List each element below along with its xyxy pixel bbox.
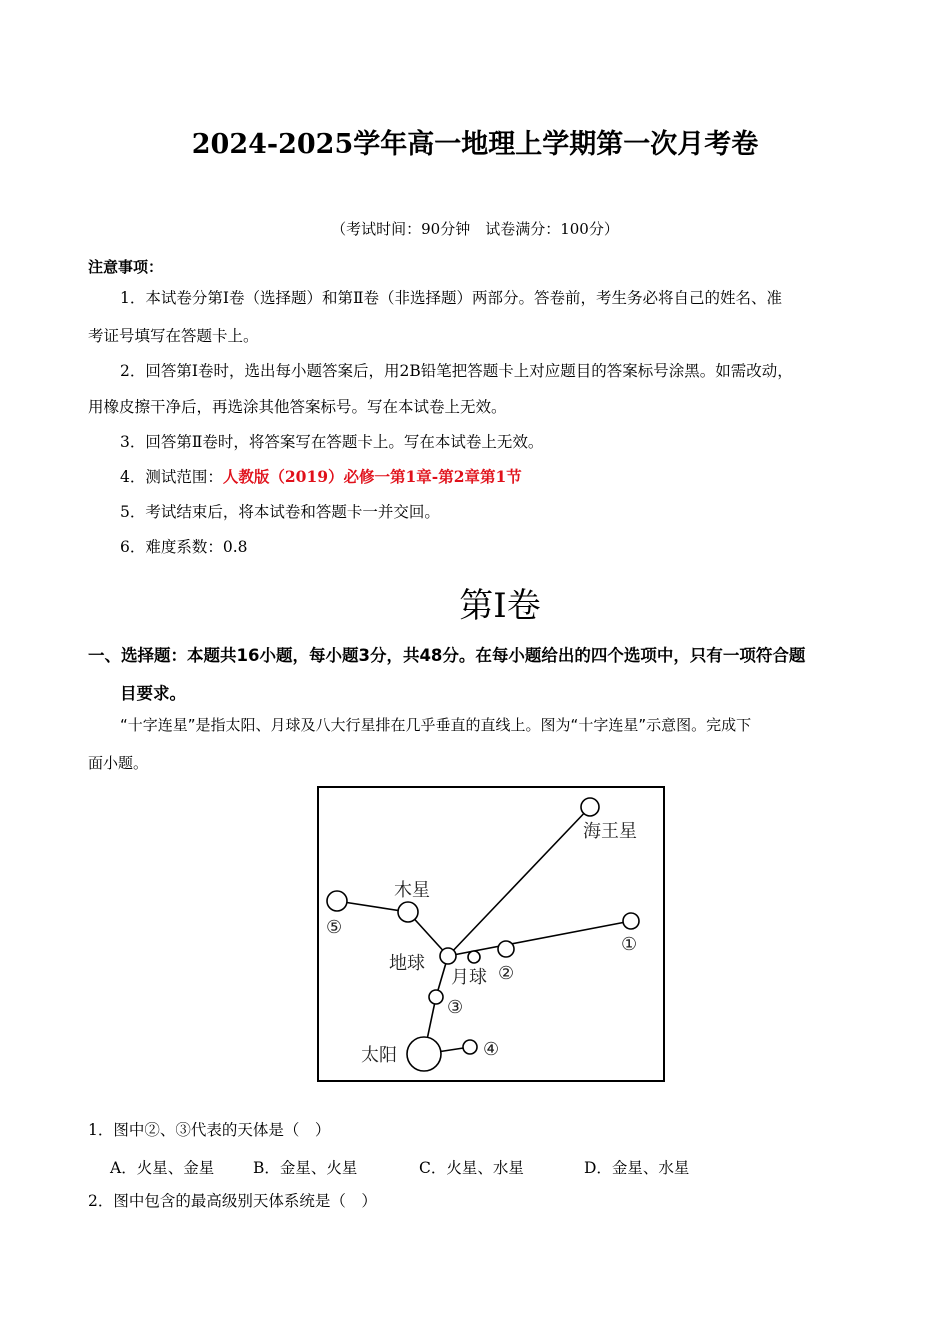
label-earth: 地球 xyxy=(389,953,425,974)
label-neptune: 海王星 xyxy=(583,821,637,842)
notice-heading: 注意事项： xyxy=(88,258,164,276)
question-2-stem: 2．图中包含的最高级别天体系统是（ ） xyxy=(88,1192,377,1210)
notice-item-6: 6．难度系数：0.8 xyxy=(120,538,248,556)
label-3: ③ xyxy=(447,997,464,1018)
planet-4-body xyxy=(463,1040,477,1054)
cross-planets-diagram xyxy=(317,786,665,1082)
label-4: ④ xyxy=(483,1039,500,1060)
neptune-body xyxy=(581,798,599,816)
exam-info: （考试时间：90分钟 试卷满分：100分） xyxy=(331,220,619,238)
notice-item-1-line-2: 考证号填写在答题卡上。 xyxy=(88,327,259,345)
label-2: ② xyxy=(498,963,515,984)
earth-body xyxy=(440,948,456,964)
section-heading-line-2: 目要求。 xyxy=(120,684,186,703)
notice-item-2-line-1: 2．回答第Ⅰ卷时，选出每小题答案后，用2B铅笔把答题卡上对应题目的答案标号涂黑。如需改动， xyxy=(120,362,793,380)
planet-3-body xyxy=(429,990,443,1004)
question-1-option-a: A．火星、金星 xyxy=(110,1159,215,1177)
notice-item-1-line-1: 1．本试卷分第Ⅰ卷（选择题）和第Ⅱ卷（非选择题）两部分。答卷前，考生务必将自己的姓名、准 xyxy=(120,289,783,307)
label-sun: 太阳 xyxy=(361,1045,397,1066)
planet-2-body xyxy=(498,941,514,957)
question-1-stem: 1．图中②、③代表的天体是（ ） xyxy=(88,1121,331,1139)
page-title: 2024-2025学年高一地理上学期第一次月考卷 xyxy=(191,129,759,160)
notice-item-2-line-2: 用橡皮擦干净后，再选涂其他答案标号。写在本试卷上无效。 xyxy=(88,398,507,416)
intro-line-2: 面小题。 xyxy=(88,754,149,772)
intro-line-1: “十字连星”是指太阳、月球及八大行星排在几乎垂直的直线上。图为“十字连星”示意图。完成下 xyxy=(120,716,752,734)
jupiter-body xyxy=(398,902,418,922)
sun-body xyxy=(407,1037,441,1071)
label-5: ⑤ xyxy=(326,917,343,938)
volume-title: 第Ⅰ卷 xyxy=(459,586,541,626)
notice-item-3: 3．回答第Ⅱ卷时，将答案写在答题卡上。写在本试卷上无效。 xyxy=(120,433,544,451)
label-moon: 月球 xyxy=(451,967,487,988)
test-scope: 人教版（2019）必修一第1章-第2章第1节 xyxy=(222,467,522,486)
question-1-option-d: D．金星、水星 xyxy=(584,1159,690,1177)
planet-1-body xyxy=(623,913,639,929)
label-jupiter: 木星 xyxy=(394,880,430,901)
notice-item-5: 5．考试结束后，将本试卷和答题卡一并交回。 xyxy=(120,503,440,521)
question-1-option-b: B．金星、火星 xyxy=(253,1159,358,1177)
notice-item-4 xyxy=(120,467,522,487)
notice-item-4-prefix: 4．测试范围： xyxy=(120,468,223,486)
moon-body xyxy=(468,951,480,963)
question-1-option-c: C．火星、水星 xyxy=(419,1159,524,1177)
section-heading-line-1: 一、选择题：本题共16小题，每小题3分，共48分。在每小题给出的四个选项中，只有一项符合题 xyxy=(88,646,806,665)
planet-5-body xyxy=(327,891,347,911)
label-1: ① xyxy=(621,934,638,955)
